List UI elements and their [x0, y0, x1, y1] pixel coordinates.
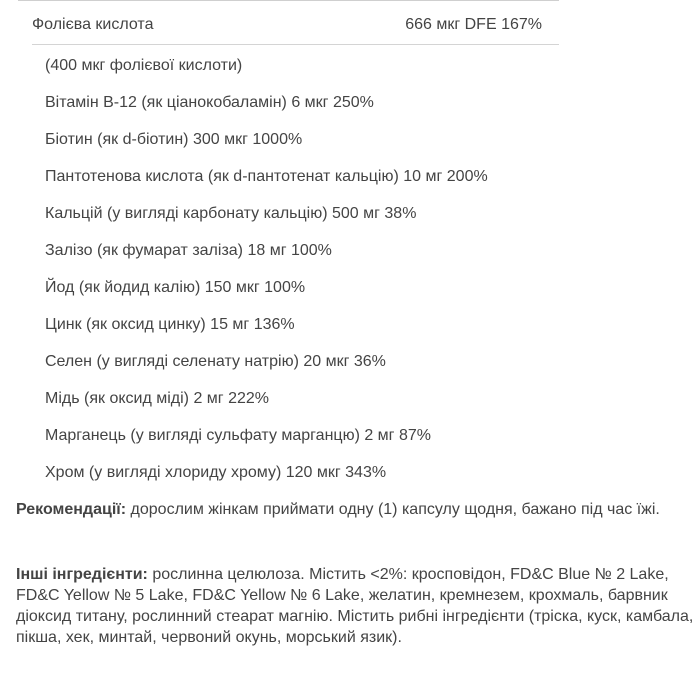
recommendations-label: Рекомендації: — [16, 501, 127, 518]
nutrient-line: Мідь (як оксид міді) 2 мг 222% — [45, 390, 269, 407]
nutrient-line: Кальцій (у вигляді карбонату кальцію) 500 мг 38% — [45, 205, 417, 222]
nutrient-line: Селен (у вигляді селенату натрію) 20 мкг 36% — [45, 353, 386, 370]
nutrient-line: Марганець (у вигляді сульфату марганцю) 2 мг 87% — [45, 427, 431, 444]
recommendations-text: дорослим жінкам приймати одну (1) капсулу щодня, бажано під час їжі. — [126, 501, 660, 518]
folate-row — [32, 8, 559, 45]
other-ingredients-paragraph — [16, 564, 696, 648]
nutrient-line: Вітамін В-12 (як ціанокобаламін) 6 мкг 250% — [45, 94, 374, 111]
nutrient-line: Залізо (як фумарат заліза) 18 мг 100% — [45, 242, 332, 259]
other-ingredients-text: рослинна целюлоза. Містить <2%: кросповідон, FD&C Blue № 2 Lake, FD&C Yellow № 5 Lake, FD&C Yellow № 6 Lake, желатин, кремнезем, крохмаль, барвник діоксид титану, рослинний стеарат магнію. Містить рибні інгредієнти (тріска, куск, камбала, пікша, хек, минтай, червоний окунь, морський язик). — [16, 566, 694, 646]
recommendations-paragraph — [16, 499, 696, 520]
nutrient-list — [45, 55, 488, 499]
nutrient-line: Біотин (як d-біотин) 300 мкг 1000% — [45, 131, 303, 148]
nutrient-line: (400 мкг фолієвої кислоти) — [45, 57, 243, 74]
top-divider — [18, 0, 559, 1]
other-ingredients-label: Інші інгредієнти: — [16, 566, 148, 583]
folate-amount: 666 мкг DFE 167% — [405, 16, 542, 33]
folate-name: Фолієва кислота — [32, 16, 154, 33]
nutrient-line: Йод (як йодид калію) 150 мкг 100% — [45, 279, 306, 296]
nutrient-line: Хром (у вигляді хлориду хрому) 120 мкг 343% — [45, 464, 387, 481]
nutrient-line: Цинк (як оксид цинку) 15 мг 136% — [45, 316, 295, 333]
nutrient-line: Пантотенова кислота (як d-пантотенат кальцію) 10 мг 200% — [45, 168, 488, 185]
